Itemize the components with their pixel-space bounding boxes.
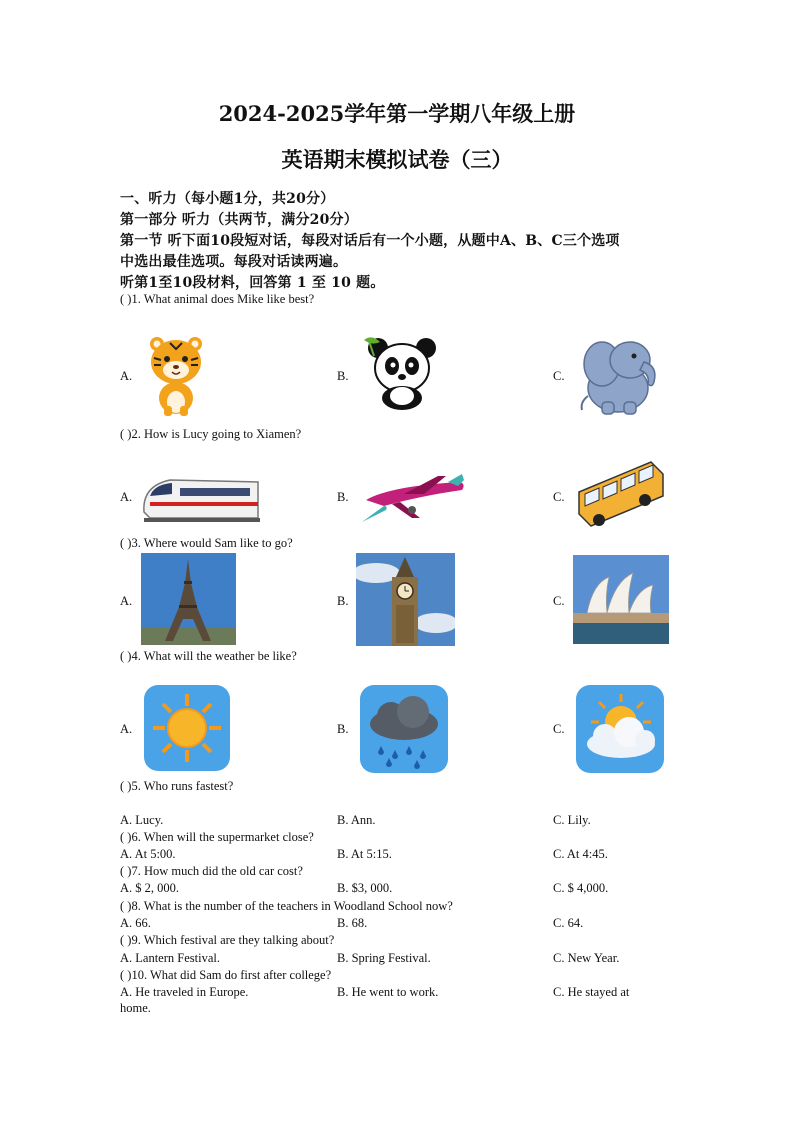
q5-option-a: A. Lucy. — [120, 813, 164, 827]
sunny-icon — [143, 684, 231, 772]
q4-option-a-label: A. — [120, 722, 133, 736]
q8-option-b: B. 68. — [337, 916, 368, 930]
eiffel-tower-photo — [141, 553, 236, 645]
question-2: ( )2. How is Lucy going to Xiamen? — [120, 427, 302, 441]
q10-option-c: C. He stayed at — [553, 985, 630, 999]
q5-option-b: B. Ann. — [337, 813, 376, 827]
q9-option-c: C. New Year. — [553, 951, 620, 965]
q10-option-b: B. He went to work. — [337, 985, 439, 999]
q9-option-b: B. Spring Festival. — [337, 951, 431, 965]
q5-option-c: C. Lily. — [553, 813, 591, 827]
question-10: ( )10. What did Sam do first after college? — [120, 968, 332, 982]
q7-option-b: B. $3, 000. — [337, 881, 393, 895]
question-3: ( )3. Where would Sam like to go? — [120, 536, 293, 550]
q3-option-c-label: C. — [553, 594, 565, 608]
rainy-icon — [359, 684, 449, 774]
tiger-icon — [146, 332, 206, 418]
airplane-icon — [360, 472, 468, 526]
q2-option-c-label: C. — [553, 490, 565, 504]
q6-option-b: B. At 5:15. — [337, 847, 392, 861]
q3-option-b-label: B. — [337, 594, 349, 608]
q10-option-a: A. He traveled in Europe. — [120, 985, 249, 999]
question-4: ( )4. What will the weather be like? — [120, 649, 297, 663]
question-5: ( )5. Who runs fastest? — [120, 779, 234, 793]
elephant-icon — [576, 330, 660, 416]
sydney-opera-house-photo — [573, 555, 669, 644]
q6-option-a: A. At 5:00. — [120, 847, 176, 861]
q3-option-a-label: A. — [120, 594, 133, 608]
question-9: ( )9. Which festival are they talking about? — [120, 933, 335, 947]
question-1: ( )1. What animal does Mike like best? — [120, 292, 315, 306]
section-heading: 一、听力（每小题1分，共20分） — [120, 191, 335, 207]
q2-option-b-label: B. — [337, 490, 349, 504]
q2-option-a-label: A. — [120, 490, 133, 504]
q4-option-c-label: C. — [553, 722, 565, 736]
bus-icon — [573, 460, 667, 530]
q8-option-c: C. 64. — [553, 916, 584, 930]
big-ben-photo — [356, 553, 455, 646]
q1-option-b-label: B. — [337, 369, 349, 383]
instruction-line-1: 第一节 听下面10段短对话，每段对话后有一个小题，从题中A、B、C三个选项 — [120, 233, 620, 249]
partly-cloudy-icon — [575, 684, 665, 774]
instruction-line-3: 听第1至10段材料，回答第 1 至 10 题。 — [120, 275, 385, 291]
train-icon — [140, 472, 262, 526]
part-heading: 第一部分 听力（共两节，满分20分） — [120, 212, 358, 228]
q10-option-c-continued: home. — [120, 1001, 151, 1015]
question-7: ( )7. How much did the old car cost? — [120, 864, 303, 878]
q8-option-a: A. 66. — [120, 916, 151, 930]
instruction-line-2: 中选出最佳选项。每段对话读两遍。 — [120, 254, 348, 270]
question-6: ( )6. When will the supermarket close? — [120, 830, 314, 844]
q6-option-c: C. At 4:45. — [553, 847, 608, 861]
q1-option-c-label: C. — [553, 369, 565, 383]
q9-option-a: A. Lantern Festival. — [120, 951, 220, 965]
q1-option-a-label: A. — [120, 369, 133, 383]
q7-option-c: C. $ 4,000. — [553, 881, 609, 895]
exam-title-line1: 2024-2025学年第一学期八年级上册 — [218, 101, 576, 126]
q4-option-b-label: B. — [337, 722, 349, 736]
question-8: ( )8. What is the number of the teachers in Woodland School now? — [120, 899, 453, 913]
panda-icon — [360, 334, 444, 412]
exam-title-line2: 英语期末模拟试卷（三） — [281, 147, 513, 172]
q7-option-a: A. $ 2, 000. — [120, 881, 180, 895]
